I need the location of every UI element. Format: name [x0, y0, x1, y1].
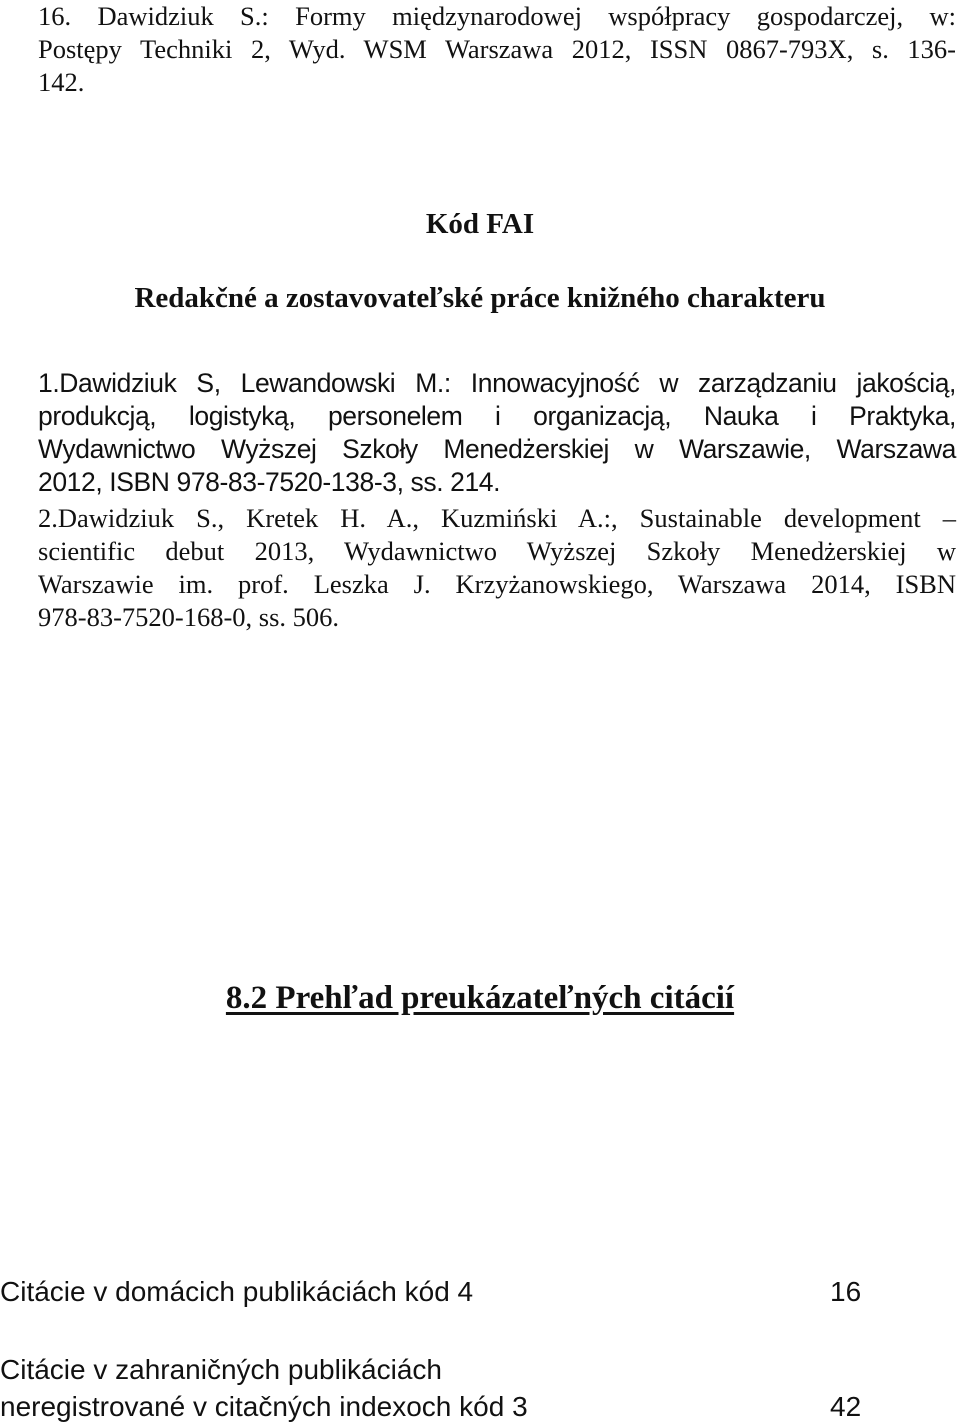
entry-line: 978-83-7520-168-0, ss. 506.	[38, 602, 340, 632]
entry-line: 2.Dawidziuk S., Kretek H. A., Kuzmiński A.:, Sustainable development –	[38, 503, 956, 533]
editorial-works-heading: Redakčné a zostavovateľské práce knižného charakteru	[134, 282, 826, 314]
citation-label: Citácie v domácich publikáciách kód 4	[0, 1276, 474, 1307]
entry-line: scientific debut 2013, Wydawnictwo Wyższej Szkoły Menedżerskiej w	[38, 536, 956, 566]
entry-line: Warszawie im. prof. Leszka J. Krzyżanowskiego, Warszawa 2014, ISBN	[38, 569, 956, 599]
entry-line: 142.	[38, 67, 85, 97]
entry-line: Wydawnictwo Wyższej Szkoły Menedżerskiej w Warszawie, Warszawa	[38, 434, 956, 464]
citations-overview-heading: 8.2 Prehľad preukázateľných citácií	[225, 980, 735, 1016]
entry-line: produkcją, logistyką, personelem i organizacją, Nauka i Praktyka,	[38, 401, 956, 431]
entry-line: 1.Dawidziuk S, Lewandowski M.: Innowacyjność w zarządzaniu jakością,	[38, 368, 956, 398]
citation-label-line: Citácie v zahraničných publikáciách	[0, 1354, 442, 1385]
citation-count: 16	[830, 1276, 862, 1307]
fai-code-heading: Kód FAI	[425, 208, 535, 240]
publication-entry-16	[38, 0, 956, 99]
editorial-entry-2	[38, 502, 956, 634]
editorial-entry-1	[38, 367, 956, 499]
entry-line: Postępy Techniki 2, Wyd. WSM Warszawa 2012, ISSN 0867-793X, s. 136-	[38, 34, 956, 64]
entry-line: 2012, ISBN 978-83-7520-138-3, ss. 214.	[38, 467, 501, 497]
citation-label-line: neregistrované v citačných indexoch kód 3	[0, 1391, 528, 1422]
citation-count: 42	[830, 1391, 862, 1422]
entry-line: 16. Dawidziuk S.: Formy międzynarodowej współpracy gospodarczej, w:	[38, 1, 956, 31]
